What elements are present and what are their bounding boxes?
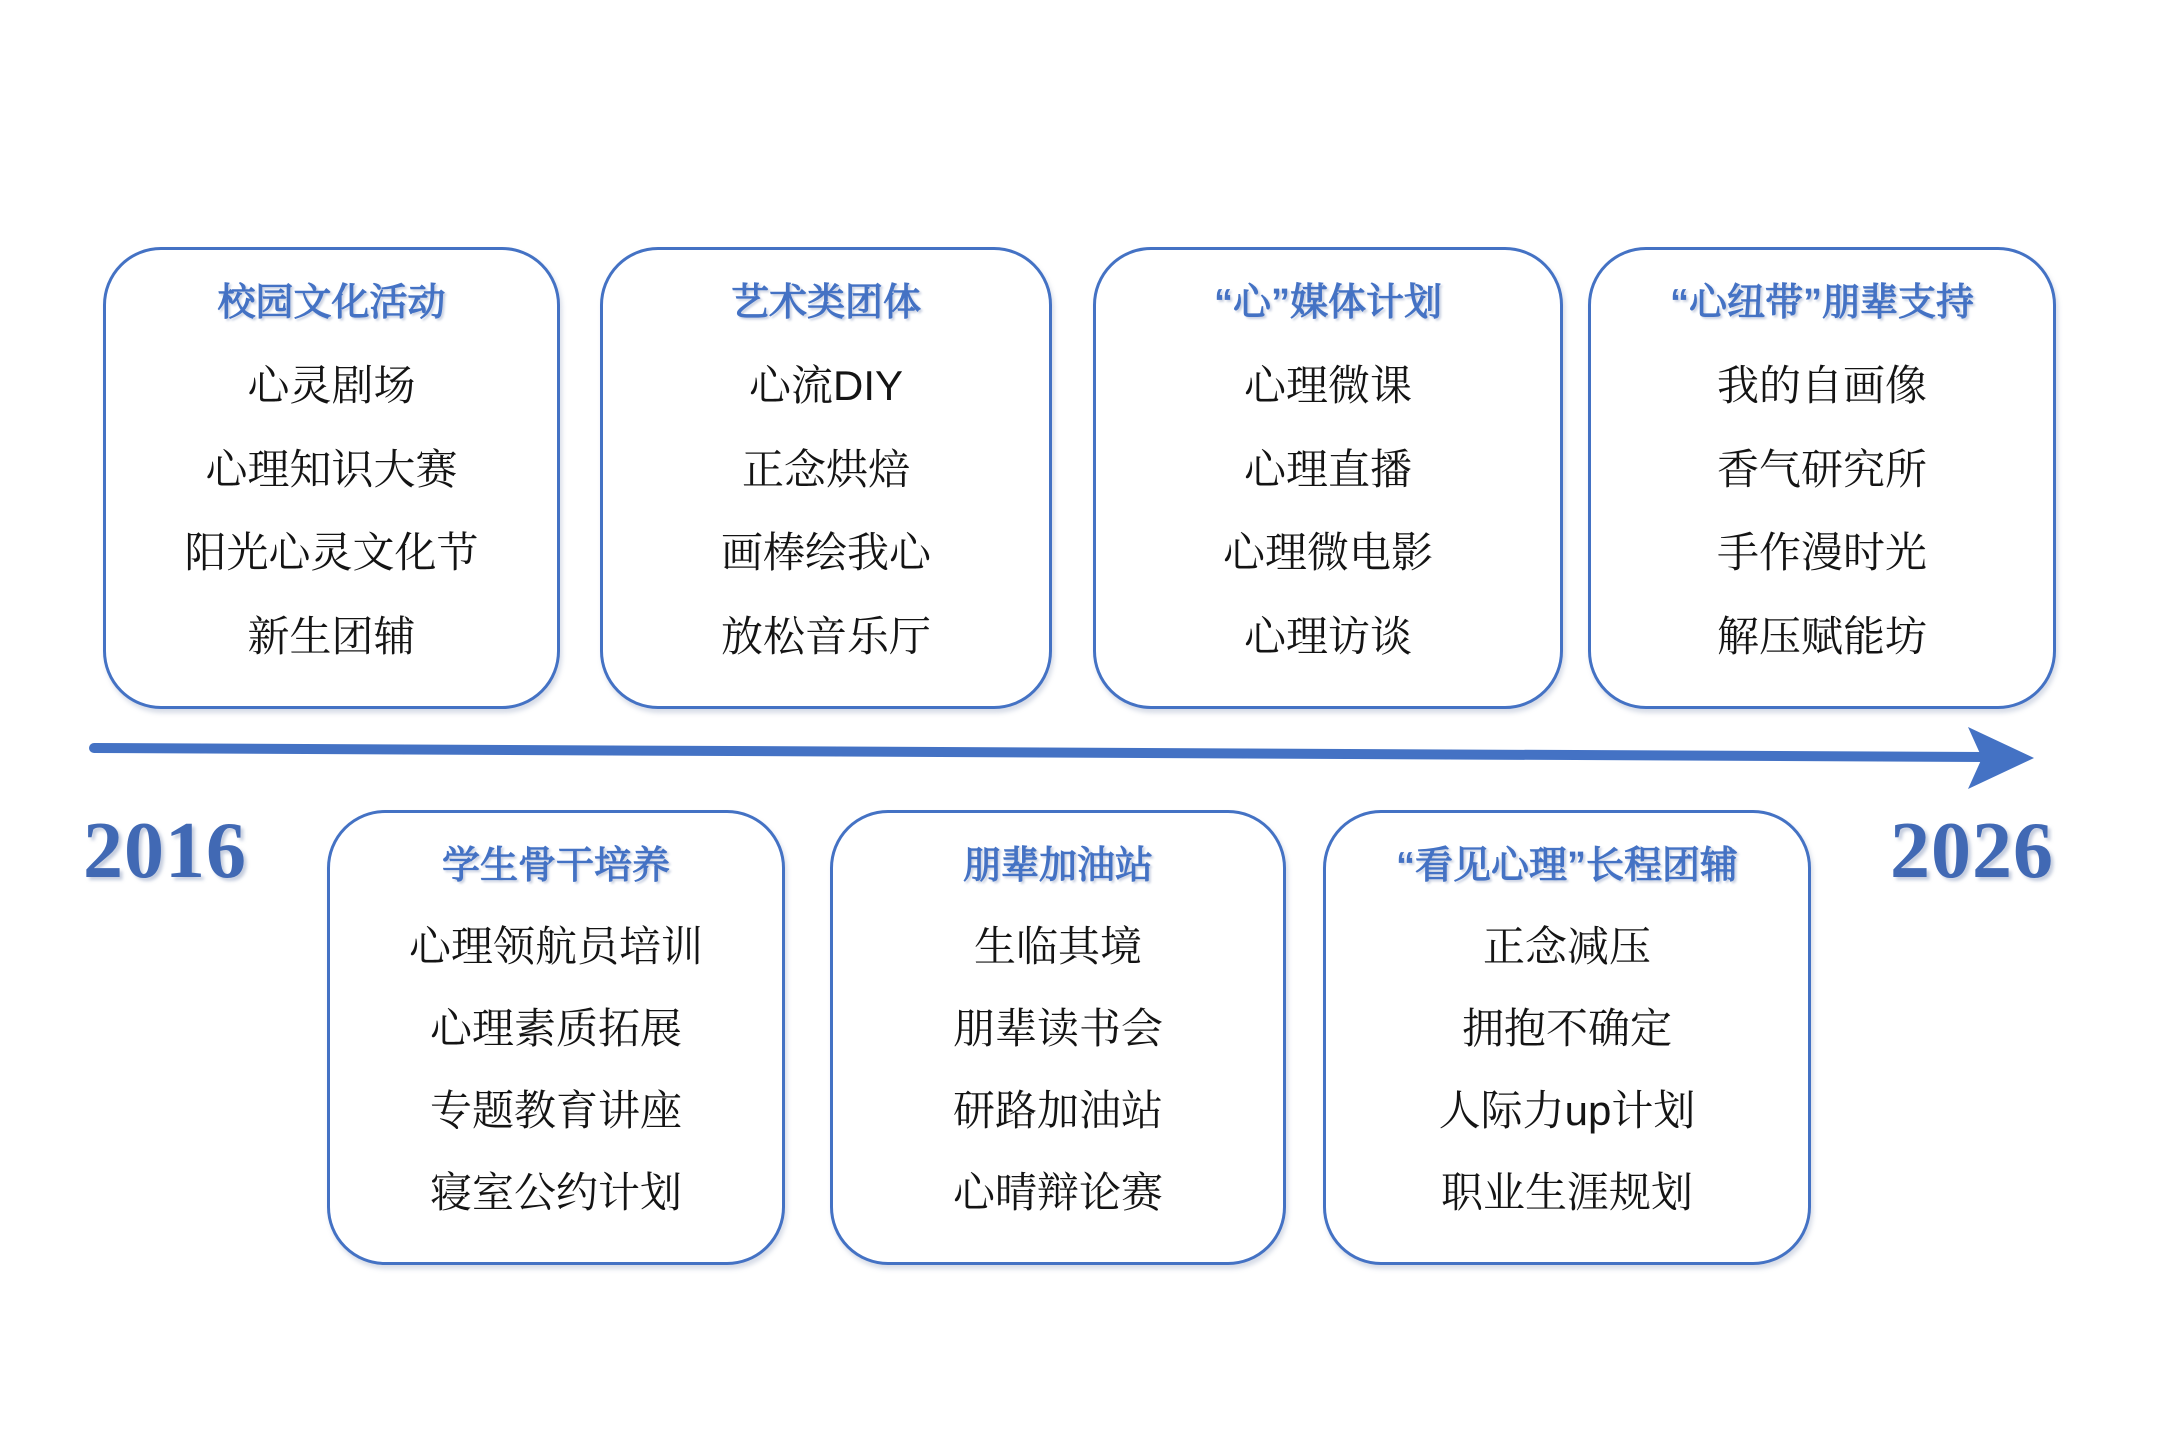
box-heart-media	[1093, 247, 1563, 709]
box-item: 心理知识大赛	[205, 445, 458, 493]
box-item: 阳光心灵文化节	[184, 529, 479, 577]
box-item: 放松音乐厅	[720, 612, 931, 660]
box-item: 正念减压	[1482, 923, 1651, 971]
box-item: 人际力up计划	[1438, 1086, 1696, 1134]
box-item: 专题教育讲座	[429, 1086, 682, 1134]
box-item: 心灵剧场	[247, 362, 416, 410]
box-item: 拥抱不确定	[1461, 1005, 1672, 1053]
box-title: 朋辈加油站	[962, 845, 1153, 887]
box-title: 校园文化活动	[217, 282, 446, 324]
box-item: 心流DIY	[748, 362, 903, 410]
box-title: “心纽带”朋辈支持	[1669, 282, 1974, 324]
box-item: 朋辈读书会	[952, 1005, 1163, 1053]
box-peer-station	[830, 810, 1286, 1265]
box-art-groups	[600, 247, 1052, 709]
box-item: 生临其境	[973, 923, 1142, 971]
box-item: 画棒绘我心	[720, 529, 931, 577]
box-title: 艺术类团体	[730, 282, 921, 324]
box-item: 寝室公约计划	[429, 1168, 682, 1216]
box-item: 心理微课	[1243, 362, 1412, 410]
box-item: 手作漫时光	[1716, 529, 1927, 577]
box-item: 心理领航员培训	[408, 923, 703, 971]
box-item: 正念烘焙	[741, 445, 910, 493]
box-title: 学生骨干培养	[441, 845, 670, 887]
box-heart-bond-peer-support	[1588, 247, 2056, 709]
box-item: 心晴辩论赛	[952, 1168, 1163, 1216]
box-title: “看见心理”长程团辅	[1395, 845, 1738, 887]
box-item: 新生团辅	[247, 612, 416, 660]
box-seeing-psychology-group	[1323, 810, 1811, 1265]
year-end-label: 2026	[1890, 807, 2054, 895]
year-start-label: 2016	[83, 807, 247, 895]
box-item: 研路加油站	[952, 1086, 1163, 1134]
box-campus-culture	[103, 247, 560, 709]
box-item: 我的自画像	[1716, 362, 1927, 410]
box-item: 解压赋能坊	[1716, 612, 1927, 660]
box-item: 心理微电影	[1222, 529, 1433, 577]
box-item: 香气研究所	[1716, 445, 1927, 493]
box-title: “心”媒体计划	[1213, 282, 1442, 324]
box-item: 职业生涯规划	[1440, 1168, 1693, 1216]
box-item: 心理访谈	[1243, 612, 1412, 660]
box-item: 心理素质拓展	[429, 1005, 682, 1053]
box-student-backbone	[327, 810, 785, 1265]
box-item: 心理直播	[1243, 445, 1412, 493]
